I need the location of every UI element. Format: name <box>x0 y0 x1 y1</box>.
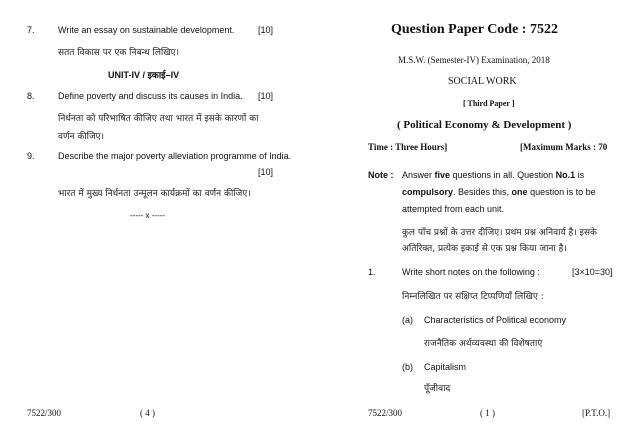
qa-text: Characteristics of Political economy <box>424 315 567 325</box>
q1-hindi: निम्नलिखित पर संक्षिप्त टिप्पणियाँ लिखिए : <box>402 292 544 302</box>
exam-name: M.S.W. (Semester-IV) Examination, 2018 <box>398 55 550 65</box>
paper-code-title: Question Paper Code : 7522 <box>391 22 558 37</box>
right-footer-code: 7522/300 <box>368 408 403 418</box>
qb-hindi: पूँजीवाद <box>424 384 451 394</box>
qb-label: (b) <box>402 362 413 372</box>
q1-marks: [3×10=30] <box>572 267 613 277</box>
q9-number: 9. <box>27 151 35 161</box>
time-label: Time : Three Hours] <box>368 142 448 152</box>
left-page-number: ( 4 ) <box>140 408 155 418</box>
q8-marks: [10] <box>258 91 274 101</box>
qa-hindi: राजनैतिक अर्थव्यवस्था की विशेषताएं <box>424 339 543 349</box>
q7-hindi: सतत विकास पर एक निबन्ध लिखिए। <box>58 48 179 58</box>
pto-label: [P.T.O.] <box>582 408 611 418</box>
q8-hindi-line1: निर्धनता को परिभाषित कीजिए तथा भारत में इसके कारणों का <box>58 114 259 124</box>
unit-heading: UNIT-IV / इकाई–IV <box>108 70 180 80</box>
q7-marks: [10] <box>258 25 274 35</box>
q9-hindi: भारत में मुख्य निर्धनता उन्मूलन कार्यक्रमों का वर्णन कीजिए। <box>58 189 251 199</box>
note-label: Note : <box>368 170 394 180</box>
qa-label: (a) <box>402 315 413 325</box>
q8-hindi-line2: वर्णन कीजिए। <box>58 132 105 142</box>
left-footer-code: 7522/300 <box>27 408 62 418</box>
right-page <box>320 0 640 440</box>
subject-name: SOCIAL WORK <box>448 76 517 87</box>
q7-number: 7. <box>27 25 35 35</box>
qb-text: Capitalism <box>424 362 467 372</box>
q7-text: Write an essay on sustainable development. <box>58 25 235 35</box>
q9-text: Describe the major poverty alleviation programme of India. <box>58 151 292 161</box>
q1-number: 1. <box>368 267 376 277</box>
note-line-1: Answer five questions in all. Question No.1 is <box>402 170 585 180</box>
note-hindi-line-1: कुल पाँच प्रश्नों के उत्तर दीजिए। प्रथम प्रश्न अनिवार्य है। इसके <box>402 228 597 238</box>
q8-number: 8. <box>27 91 35 101</box>
paper-title: ( Political Economy & Development ) <box>397 119 572 131</box>
right-page-number: ( 1 ) <box>480 408 495 418</box>
note-line-3: attempted from each unit. <box>402 204 505 214</box>
q9-marks: [10] <box>258 167 274 177</box>
note-hindi-line-2: अतिरिक्त, प्रत्येक इकाई से एक प्रश्न किया जाना है। <box>402 244 567 254</box>
q8-text: Define poverty and discuss its causes in India. <box>58 91 243 101</box>
q1-text: Write short notes on the following : <box>402 267 540 277</box>
end-mark: ----- x ----- <box>130 211 166 220</box>
max-marks-label: [Maximum Marks : 70 <box>520 142 608 152</box>
paper-number: [ Third Paper ] <box>463 99 515 108</box>
note-line-2: compulsory. Besides this, one question is to be <box>402 187 596 197</box>
